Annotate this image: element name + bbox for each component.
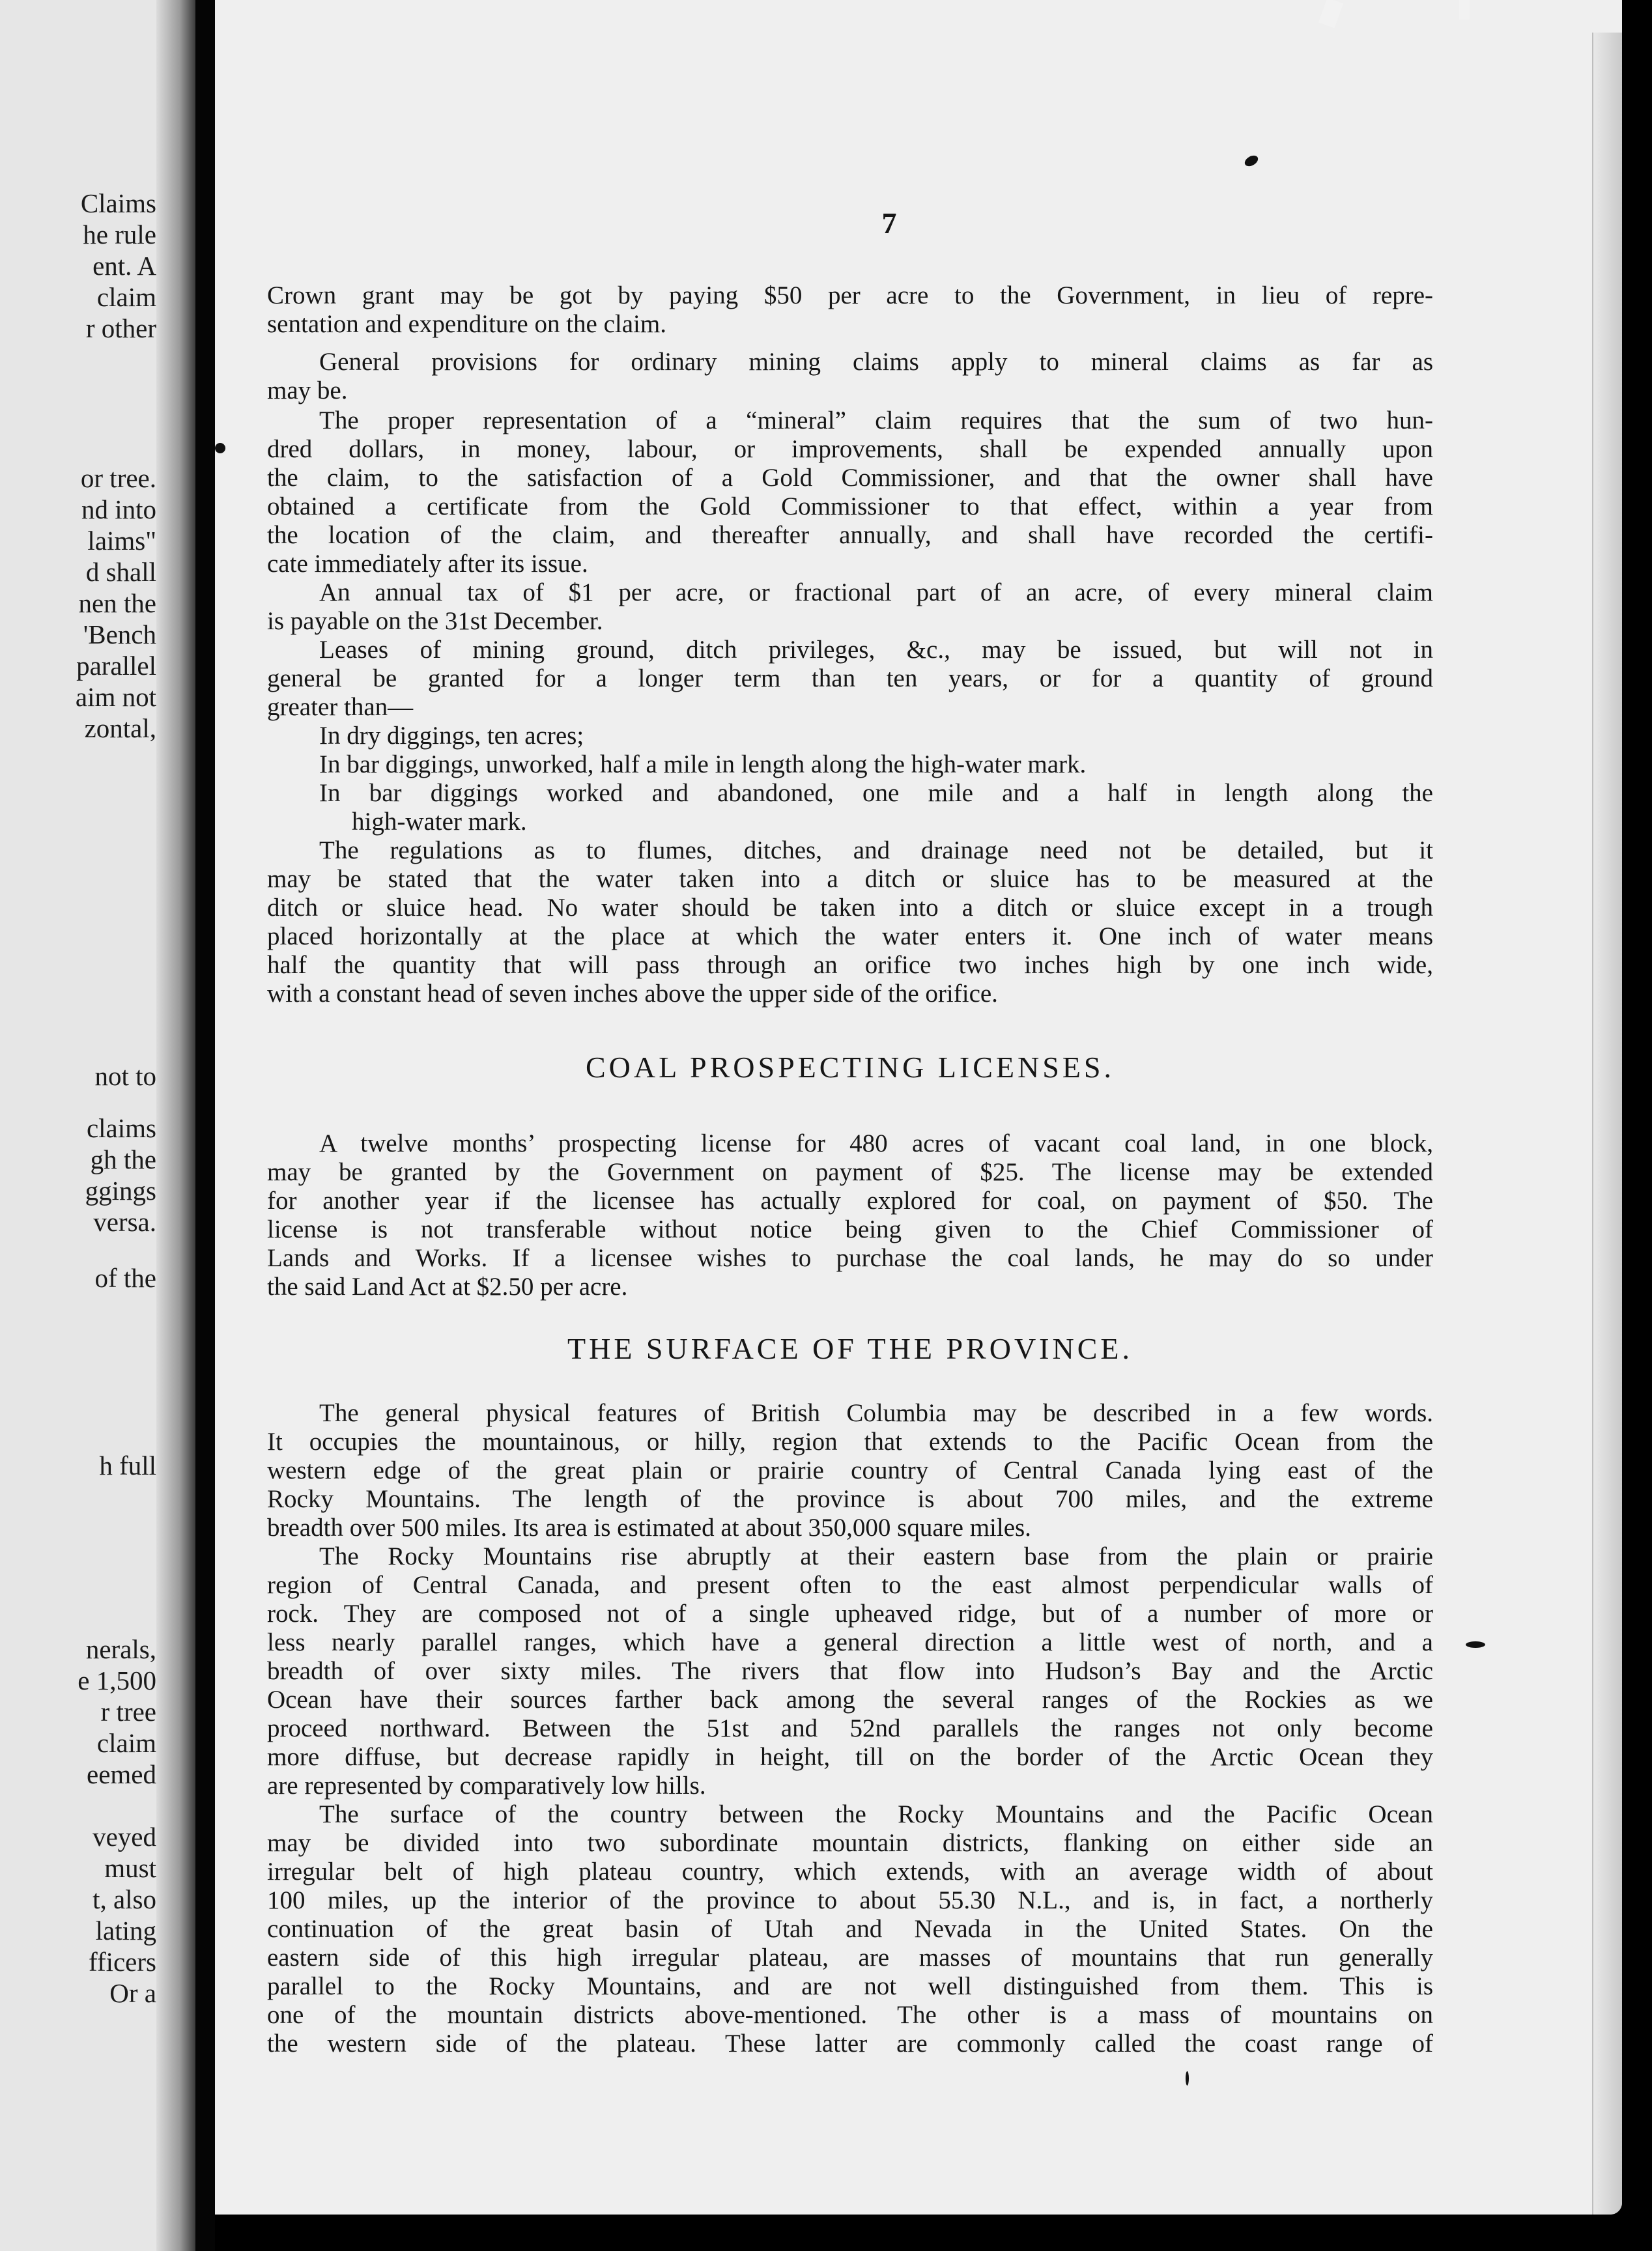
body-text-line: region of Central Canada, and present often to the east almost perpendicular walls of — [267, 1571, 1433, 1599]
left-page-text-fragment: not to — [94, 1061, 156, 1091]
left-page-text-fragment: gh the — [90, 1144, 156, 1174]
left-page-text-fragment: 'Bench — [83, 619, 156, 649]
left-page-text-fragment: nen the — [78, 588, 156, 618]
body-text-line: breadth over 500 miles. Its area is estimated at about 350,000 square miles. — [267, 1514, 1031, 1542]
body-text-line: general be granted for a longer term than ten years, or for a quantity of ground — [267, 664, 1433, 692]
left-page-text-fragment: veyed — [93, 1822, 156, 1852]
body-text-line: continuation of the great basin of Utah and Nevada in the United States. On the — [267, 1915, 1433, 1943]
scan-flare — [1459, 0, 1470, 20]
body-text-line: may be. — [267, 376, 348, 404]
body-text-line: The surface of the country between the Rocky Mountains and the Pacific Ocean — [319, 1800, 1433, 1828]
left-page-text-fragment: parallel — [76, 651, 156, 681]
body-text-line: parallel to the Rocky Mountains, and are not well distinguished from them. This is — [267, 1972, 1433, 2000]
body-text-line: General provisions for ordinary mining claims apply to mineral claims as far as — [319, 348, 1433, 376]
body-text-line: An annual tax of $1 per acre, or fractional part of an acre, of every mineral claim — [319, 578, 1433, 606]
page — [215, 0, 1622, 2215]
left-page-text-fragment: nerals, — [85, 1634, 156, 1664]
left-page-text-fragment: e 1,500 — [78, 1665, 156, 1695]
body-text-line: placed horizontally at the place at which the water enters it. One inch of water means — [267, 922, 1433, 950]
body-text-line: The proper representation of a “mineral” claim requires that the sum of two hun- — [319, 406, 1433, 434]
ink-speck — [1186, 2071, 1189, 2086]
body-text-line: is payable on the 31st December. — [267, 607, 603, 635]
left-page-text-fragment: of the — [94, 1263, 156, 1293]
body-text-line: with a constant head of seven inches above the upper side of the orifice. — [267, 980, 998, 1008]
left-page-text-fragment: claim — [96, 1728, 156, 1758]
body-text-line: In bar diggings, unworked, half a mile in length along the high-water mark. — [319, 750, 1087, 778]
body-text-line: may be granted by the Government on payment of $25. The license may be extended — [267, 1158, 1433, 1186]
left-page-text-fragment: Claims — [80, 188, 156, 218]
body-text-line: the location of the claim, and thereafter annually, and shall have recorded the certifi- — [267, 521, 1433, 549]
body-text-line: the claim, to the satisfaction of a Gold Commissioner, and that the owner shall have — [267, 464, 1433, 492]
body-text-line: It occupies the mountainous, or hilly, region that extends to the Pacific Ocean from the — [267, 1428, 1433, 1456]
ink-speck — [215, 443, 225, 453]
left-page-text-fragment: lating — [95, 1916, 156, 1946]
body-text-line: more diffuse, but decrease rapidly in height, till on the border of the Arctic Ocean they — [267, 1743, 1433, 1771]
body-text-line: The general physical features of British Columbia may be described in a few words. — [319, 1399, 1433, 1427]
left-page-text-fragment: d shall — [85, 557, 156, 587]
body-text-line: western edge of the great plain or prairie country of Central Canada lying east of the — [267, 1456, 1433, 1484]
body-text-line: Ocean have their sources farther back among the several ranges of the Rockies as we — [267, 1686, 1433, 1714]
left-page-text-fragment: laims" — [87, 526, 156, 556]
body-text-line: greater than— — [267, 693, 414, 721]
body-text-line: high-water mark. — [352, 808, 527, 836]
body-text-line: obtained a certificate from the Gold Commissioner to that effect, within a year from — [267, 492, 1433, 520]
body-text-line: cate immediately after its issue. — [267, 550, 588, 578]
book-spine — [195, 0, 215, 2251]
body-text-line: license is not transferable without notice being given to the Chief Commissioner of — [267, 1215, 1433, 1243]
body-text-line: In dry diggings, ten acres; — [319, 722, 584, 750]
section-heading: COAL PROSPECTING LICENSES. — [586, 1051, 1115, 1084]
left-page-text-fragment: zontal, — [84, 713, 156, 743]
body-text-line: rock. They are composed not of a single upheaved ridge, but of a number of more or — [267, 1600, 1433, 1628]
left-page-text-fragment: claim — [96, 282, 156, 312]
ink-speck — [1466, 1641, 1485, 1648]
body-text-line: 100 miles, up the interior of the province to about 55.30 N.L., and is, in fact, a northerly — [267, 1886, 1433, 1914]
body-text-line: irregular belt of high plateau country, which extends, with an average width of about — [267, 1858, 1433, 1886]
body-text-line: The Rocky Mountains rise abruptly at their eastern base from the plain or prairie — [319, 1542, 1433, 1570]
body-text-line: dred dollars, in money, labour, or improvements, shall be expended annually upon — [267, 435, 1433, 463]
left-page-text-fragment: he rule — [83, 219, 156, 249]
left-page-text — [0, 0, 156, 2251]
body-text-line: breadth of over sixty miles. The rivers that flow into Hudson’s Bay and the Arctic — [267, 1657, 1433, 1685]
left-page-text-fragment: eemed — [87, 1759, 156, 1789]
body-text-line: In bar diggings worked and abandoned, one mile and a half in length along the — [319, 779, 1433, 807]
left-page-text-fragment: or tree. — [80, 463, 156, 493]
body-text-line: half the quantity that will pass through an orifice two inches high by one inch wide, — [267, 951, 1433, 979]
body-text-line: The regulations as to flumes, ditches, and drainage need not be detailed, but it — [319, 836, 1433, 864]
section-heading: THE SURFACE OF THE PROVINCE. — [567, 1332, 1133, 1365]
body-text-line: A twelve months’ prospecting license for 480 acres of vacant coal land, in one block, — [319, 1129, 1433, 1157]
body-text-line: Lands and Works. If a licensee wishes to purchase the coal lands, he may do so under — [267, 1244, 1433, 1272]
body-text-line: Leases of mining ground, ditch privileges, &c., may be issued, but will not in — [319, 636, 1433, 664]
body-text-line: ditch or sluice head. No water should be taken into a ditch or sluice except in a trough — [267, 894, 1433, 922]
left-page-text-fragment: r tree — [100, 1697, 156, 1727]
left-page-text-fragment: ent. A — [93, 251, 156, 281]
body-text-line: Crown grant may be got by paying $50 per acre to the Government, in lieu of repre- — [267, 281, 1433, 309]
body-text-line: Rocky Mountains. The length of the province is about 700 miles, and the extreme — [267, 1485, 1433, 1513]
body-text-line: may be divided into two subordinate mountain districts, flanking on either side an — [267, 1829, 1433, 1857]
body-text-line: for another year if the licensee has actually explored for coal, on payment of $50. The — [267, 1187, 1433, 1215]
page-gutter — [156, 0, 195, 2251]
page-edge — [1592, 33, 1622, 2215]
left-page-fragment — [0, 0, 195, 2251]
left-page-text-fragment: versa. — [93, 1207, 156, 1237]
body-text-line: one of the mountain districts above-mentioned. The other is a mass of mountains on — [267, 2001, 1433, 2029]
left-page-text-fragment: r other — [85, 313, 156, 343]
text-column — [267, 0, 1511, 2215]
body-text-line: eastern side of this high irregular plateau, are masses of mountains that run generally — [267, 1944, 1433, 1972]
left-page-text-fragment: Or a — [109, 1978, 156, 2008]
left-page-text-fragment: must — [104, 1853, 156, 1883]
body-text-line: are represented by comparatively low hills. — [267, 1772, 706, 1800]
left-page-text-fragment: claims — [86, 1113, 156, 1143]
left-page-text-fragment: t, also — [93, 1884, 156, 1914]
body-text-line: sentation and expenditure on the claim. — [267, 310, 666, 338]
left-page-text-fragment: nd into — [81, 494, 156, 524]
body-text-line: the western side of the plateau. These latter are commonly called the coast range of — [267, 2030, 1433, 2058]
body-text-line: the said Land Act at $2.50 per acre. — [267, 1273, 628, 1301]
body-text-line: proceed northward. Between the 51st and 52nd parallels the ranges not only become — [267, 1714, 1433, 1742]
body-text-line: less nearly parallel ranges, which have a general direction a little west of north, and a — [267, 1628, 1433, 1656]
left-page-text-fragment: ggings — [85, 1176, 156, 1206]
left-page-text-fragment: fficers — [89, 1947, 156, 1977]
left-page-text-fragment: h full — [99, 1451, 156, 1480]
left-page-text-fragment: aim not — [75, 682, 156, 712]
page-number: 7 — [881, 206, 897, 240]
body-text-line: may be stated that the water taken into a ditch or sluice has to be measured at the — [267, 865, 1433, 893]
